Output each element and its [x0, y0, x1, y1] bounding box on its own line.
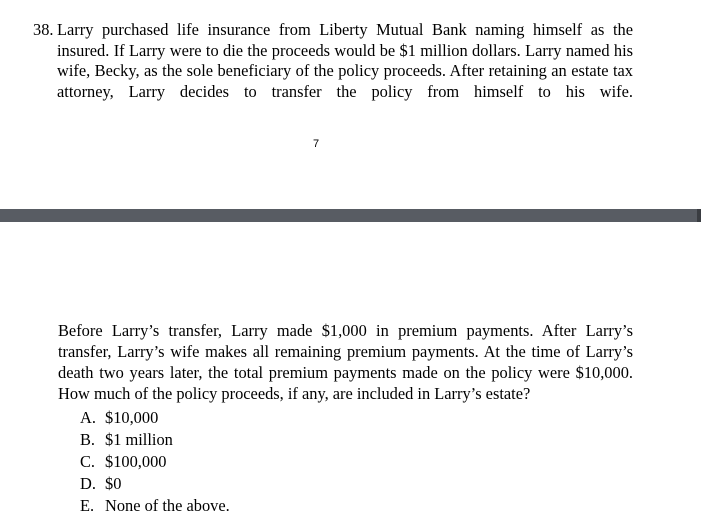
answer-options	[80, 407, 230, 517]
option-text: None of the above.	[105, 496, 230, 515]
question-number: 38.	[33, 20, 54, 39]
option-text: $0	[105, 474, 122, 493]
option-letter: B.	[80, 430, 96, 449]
option-b	[80, 429, 230, 451]
option-text: $10,000	[105, 408, 159, 427]
page-divider-edge	[697, 209, 701, 222]
option-text: $100,000	[105, 452, 167, 471]
question-continuation: Before Larry’s transfer, Larry made $1,000 in premium payments. After Larry’s transfer, Larry’s wife makes all remaining premium payments. At the time of Larry’s death two years later, the total premium payments made on the policy were $10,000. How much of the policy proceeds, if any, are included in Larry’s estate?	[58, 321, 633, 403]
page-number: 7	[313, 138, 320, 150]
question-text: Larry purchased life insurance from Liberty Mutual Bank naming himself as the insured. If Larry were to die the proceeds would be $1 million dollars. Larry named his wife, Becky, as the sole beneficiary of the policy proceeds. After retaining an estate tax attorney, Larry decides to transfer the policy from himself to his wife.	[57, 20, 633, 101]
option-letter: E.	[80, 496, 95, 515]
option-d	[80, 473, 230, 495]
option-a	[80, 407, 230, 429]
page-divider	[0, 209, 701, 222]
question-block	[33, 20, 633, 102]
option-letter: A.	[80, 408, 96, 427]
option-letter: C.	[80, 452, 96, 471]
option-text: $1 million	[105, 430, 173, 449]
option-letter: D.	[80, 474, 96, 493]
option-e	[80, 495, 230, 517]
option-c	[80, 451, 230, 473]
